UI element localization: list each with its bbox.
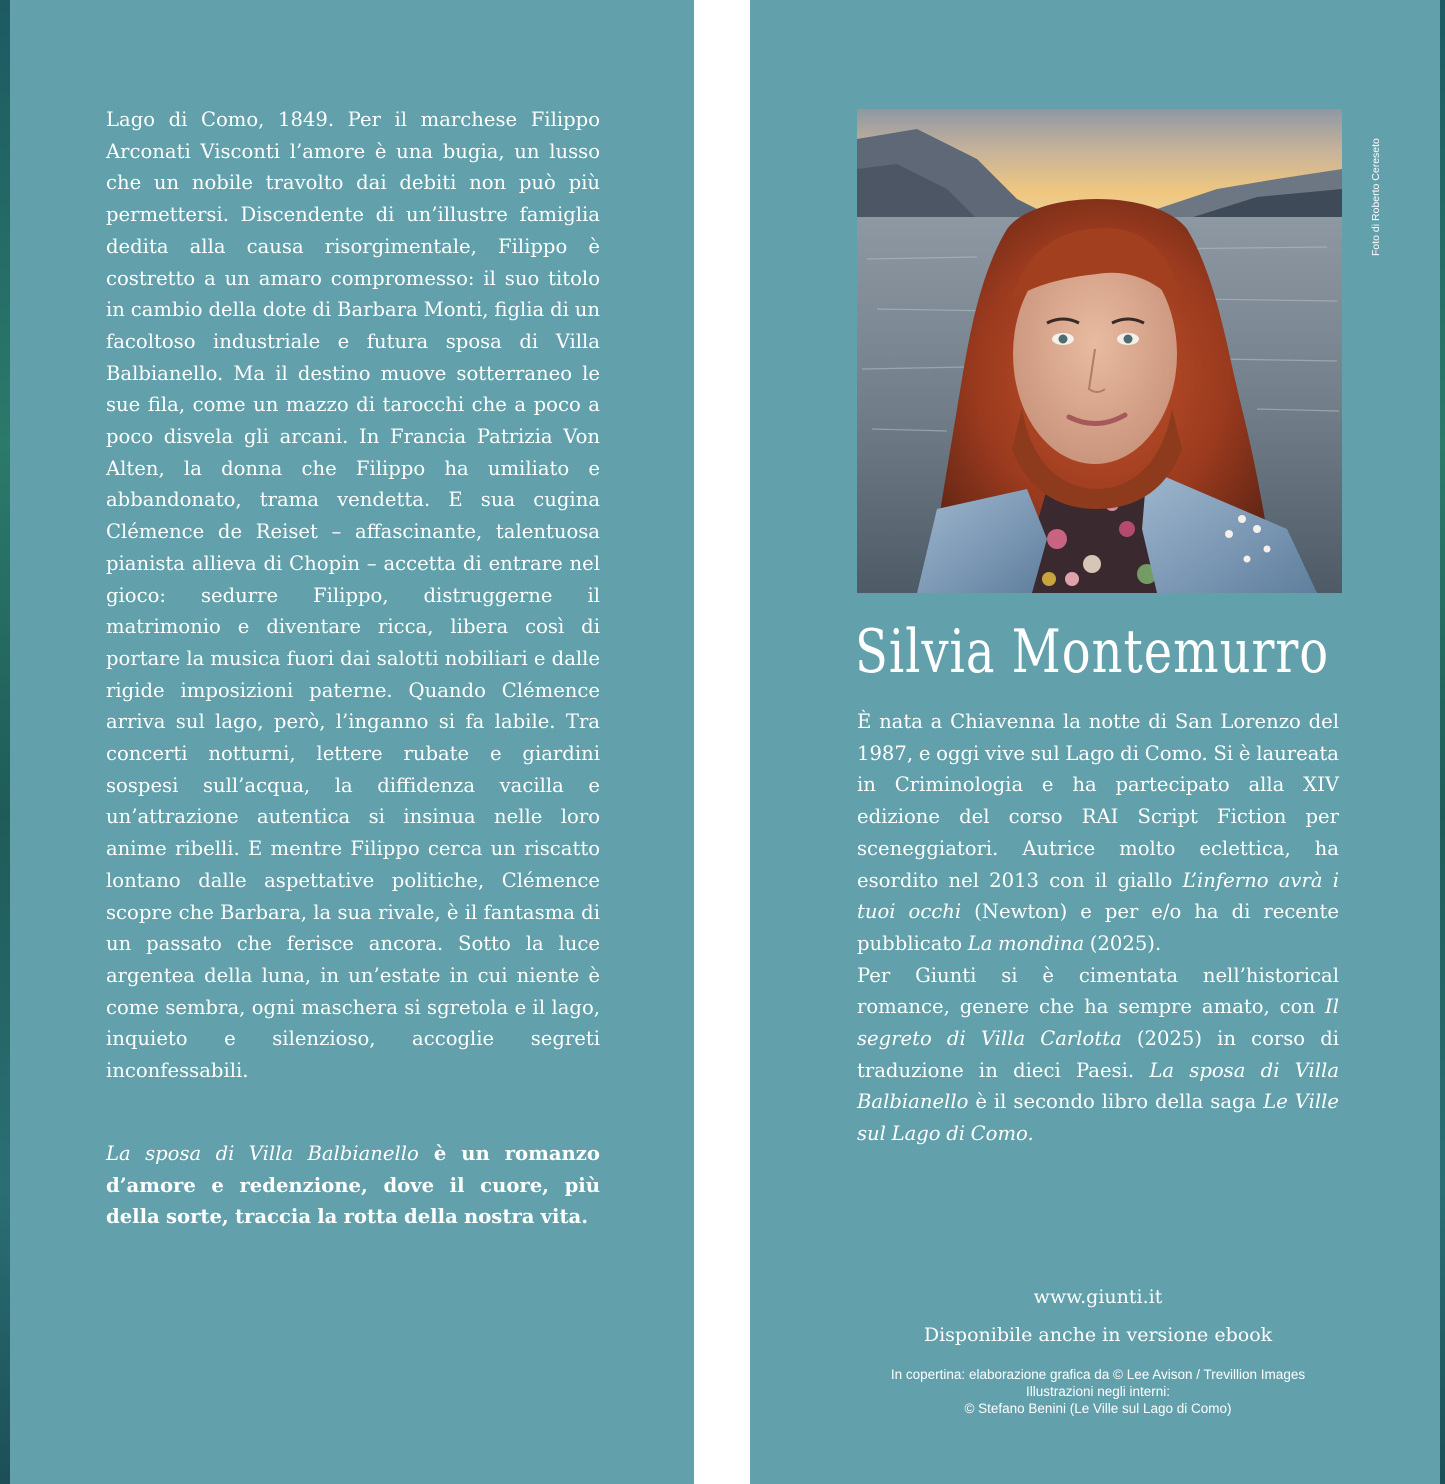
bio-title-italic: La sposa di Villa Balbianello (857, 1058, 1340, 1114)
bio-title-italic: Le Ville sul Lago di Como. (857, 1090, 1339, 1146)
bio-paragraph (857, 960, 1339, 1150)
bio-text-run: (2025) in corso di traduzione in dieci Paesi. (857, 1027, 1339, 1082)
tagline-book-title: La sposa di Villa Balbianello (106, 1142, 419, 1165)
tagline-text (106, 1138, 600, 1233)
credit-line: © Stefano Benini (Le Ville sul Lago di Como) (964, 1401, 1232, 1416)
bio-title-italic: La mondina (967, 931, 1085, 955)
cover-edge-right (1440, 0, 1445, 1484)
credit-line: In copertina: elaborazione grafica da © Lee Avison / Trevillion Images (890, 1367, 1306, 1382)
ebook-note: Disponibile anche in versione ebook (923, 1324, 1273, 1346)
right-flap (750, 0, 1440, 1484)
synopsis-text: Lago di Como, 1849. Per il marchese Filippo Arconati Visconti l’amore è una bugia, un lusso che un nobile travolto dai debiti non può più permettersi. Discendente di un’illustre famiglia dedita alla causa risorgimentale, Filippo è costretto a un amaro compromesso: il suo titolo in cambio della dote di Barbara Monti, figlia di un facoltoso industriale e futura sposa di Villa Balbianello. Ma il destino muove sotterraneo le sue fila, come un mazzo di tarocchi che a poco a poco disvela gli arcani. In Francia Patrizia Von Alten, la donna che Filippo ha umiliato e abbandonato, trama vendetta. E sua cugina Clémence de Reiset – affascinante, talentuosa pianista allieva di Chopin – accetta di entrare nel gioco: sedurre Filippo, distruggerne il matrimonio e diventare ricca, libera così di portare la musica fuori dai salotti nobiliari e dalle rigide imposizioni paterne. Quando Clémence arriva sul lago, però, l’inganno si fa labile. Tra concerti notturni, lettere rubate e giardini sospesi sull’acqua, la diffidenza vacilla e un’attrazione autentica si insinua nelle loro anime ribelli. E mentre Filippo cerca un riscatto lontano dalle aspettative politiche, Clémence scopre che Barbara, la sua rivale, è il fantasma di un passato che ferisce ancora. Sotto la luce argentea della luna, in un’estate in cui niente è come sembra, ogni maschera si sgretola e il lago, inquieto e silenzioso, accoglie segreti inconfessabili. (106, 108, 600, 1083)
left-flap (10, 0, 694, 1484)
bio-paragraph (857, 706, 1339, 960)
photo-credit: Foto di Roberto Cereseto (1370, 138, 1382, 256)
cover-edge-left (0, 0, 10, 1484)
bio-text-run: È nata a Chiavenna la notte di San Lorenzo del 1987, e oggi vive sul Lago di Como. Si è laureata in Criminologia e ha partecipato alla XIV edizione del corso RAI Script Fiction per sceneggiatori. Autrice molto eclettica, ha esordito nel 2013 con il giallo (857, 710, 1339, 892)
bio-text-run: (2025). (1084, 931, 1162, 955)
bio-text-run: (Newton) e per e/o ha di recente pubblicato (857, 900, 1339, 955)
tagline-rest: è un romanzo d’amore e redenzione, dove il cuore, più della sorte, traccia la rotta della nostra vita. (106, 1142, 600, 1229)
author-photo (857, 109, 1342, 593)
bio-title-italic: Il segreto di Villa Carlotta (857, 995, 1339, 1051)
image-credits (850, 1366, 1346, 1417)
author-name: Silvia Montemurro (855, 617, 1330, 687)
credit-line: Illustrazioni negli interni: (1025, 1384, 1171, 1399)
bio-text-run: Per Giunti si è cimentata nell’historical romance, genere che ha sempre amato, con (857, 963, 1339, 1019)
bio-text-run: è il secondo libro della saga (968, 1090, 1264, 1114)
publisher-website: www.giunti.it (1033, 1286, 1163, 1308)
author-bio (857, 706, 1339, 1150)
bio-title-italic: L’inferno avrà i tuoi occhi (857, 868, 1339, 924)
